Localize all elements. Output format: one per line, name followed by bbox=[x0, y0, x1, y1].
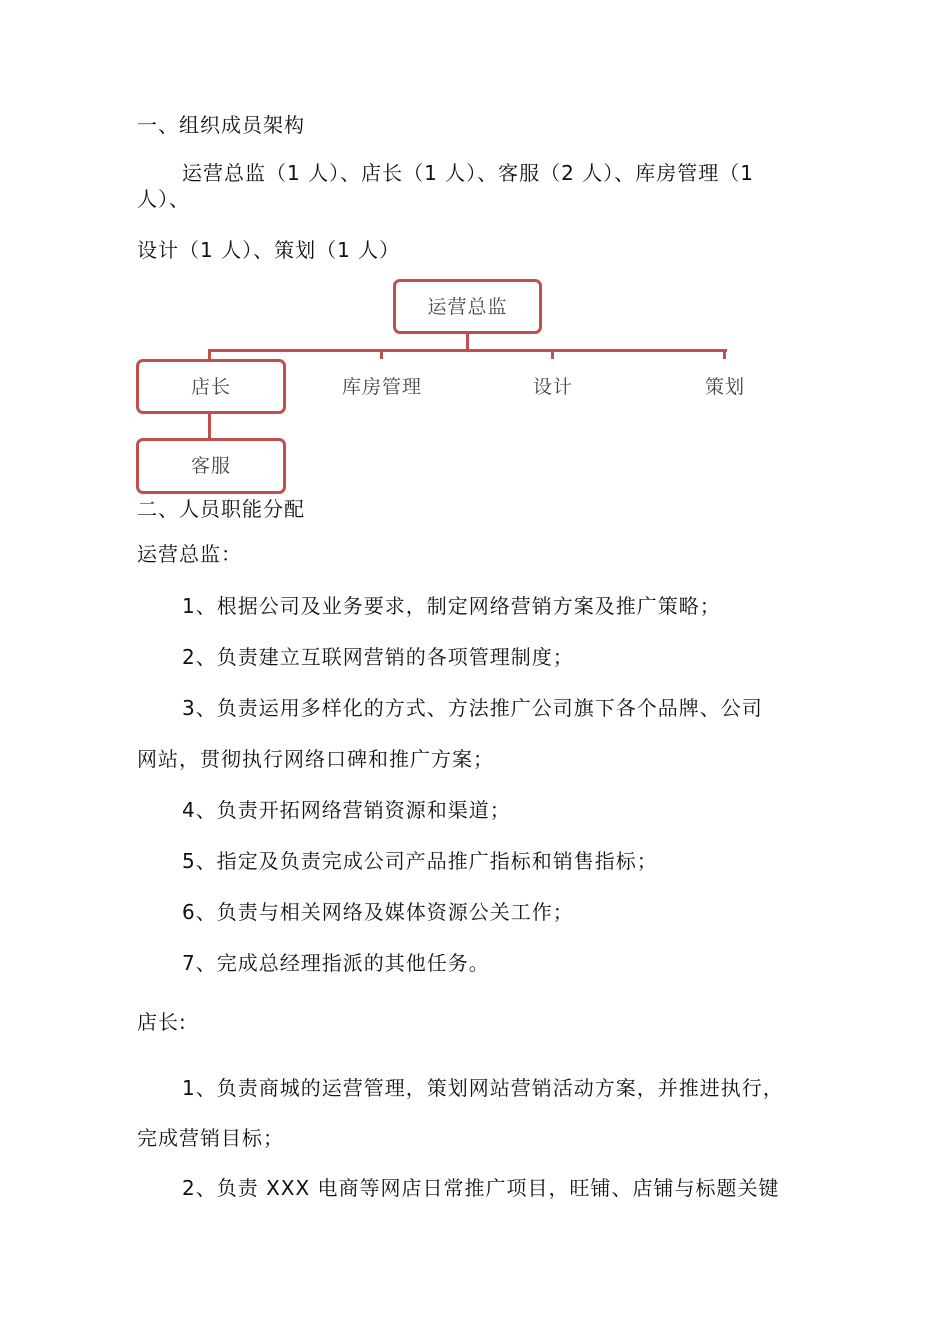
connector-design bbox=[551, 349, 554, 359]
org-node-director-label: 运营总监 bbox=[427, 295, 508, 318]
director-item-4: 4、负责开拓网络营销资源和渠道； bbox=[182, 798, 511, 822]
manager-title: 店长: bbox=[137, 1010, 187, 1034]
connector-customer-service bbox=[208, 411, 211, 440]
director-item-6: 6、负责与相关网络及媒体资源公关工作； bbox=[182, 900, 574, 924]
org-node-planning: 策划 bbox=[704, 376, 745, 398]
members-line-3: 设计（1 人）、策划（1 人） bbox=[137, 238, 401, 262]
connector-horizontal bbox=[208, 349, 727, 352]
manager-item-1: 1、负责商城的运营管理，策划网站营销活动方案，并推进执行， bbox=[182, 1076, 784, 1100]
members-line-2: 人）、 bbox=[137, 187, 190, 211]
director-item-3: 3、负责运用多样化的方式、方法推广公司旗下各个品牌、公司 bbox=[182, 696, 763, 720]
section2-heading: 二、人员职能分配 bbox=[137, 497, 305, 521]
org-node-warehouse: 库房管理 bbox=[341, 376, 422, 398]
director-item-7: 7、完成总经理指派的其他任务。 bbox=[182, 951, 490, 975]
connector-planning bbox=[723, 349, 726, 359]
manager-item-2: 2、负责 XXX 电商等网店日常推广项目，旺铺、店铺与标题关键 bbox=[182, 1176, 780, 1200]
director-item-1: 1、根据公司及业务要求，制定网络营销方案及推广策略； bbox=[182, 594, 721, 618]
director-item-5: 5、指定及负责完成公司产品推广指标和销售指标； bbox=[182, 849, 658, 873]
section1-heading: 一、组织成员架构 bbox=[137, 113, 305, 137]
org-node-customer-service-label: 客服 bbox=[190, 455, 231, 477]
director-title: 运营总监： bbox=[137, 542, 242, 566]
manager-item-1-cont: 完成营销目标； bbox=[137, 1126, 284, 1150]
director-item-2: 2、负责建立互联网营销的各项管理制度； bbox=[182, 645, 574, 669]
org-node-design: 设计 bbox=[532, 376, 573, 398]
org-node-customer-service bbox=[136, 438, 286, 494]
connector-warehouse bbox=[380, 349, 383, 359]
org-node-store-manager-label: 店长 bbox=[190, 375, 231, 398]
director-item-3-cont: 网站，贯彻执行网络口碑和推广方案； bbox=[137, 747, 494, 771]
members-line-1: 运营总监（1 人）、店长（1 人）、客服（2 人）、库房管理（1 bbox=[182, 161, 754, 185]
org-node-director bbox=[393, 279, 542, 334]
org-node-store-manager bbox=[136, 359, 286, 414]
